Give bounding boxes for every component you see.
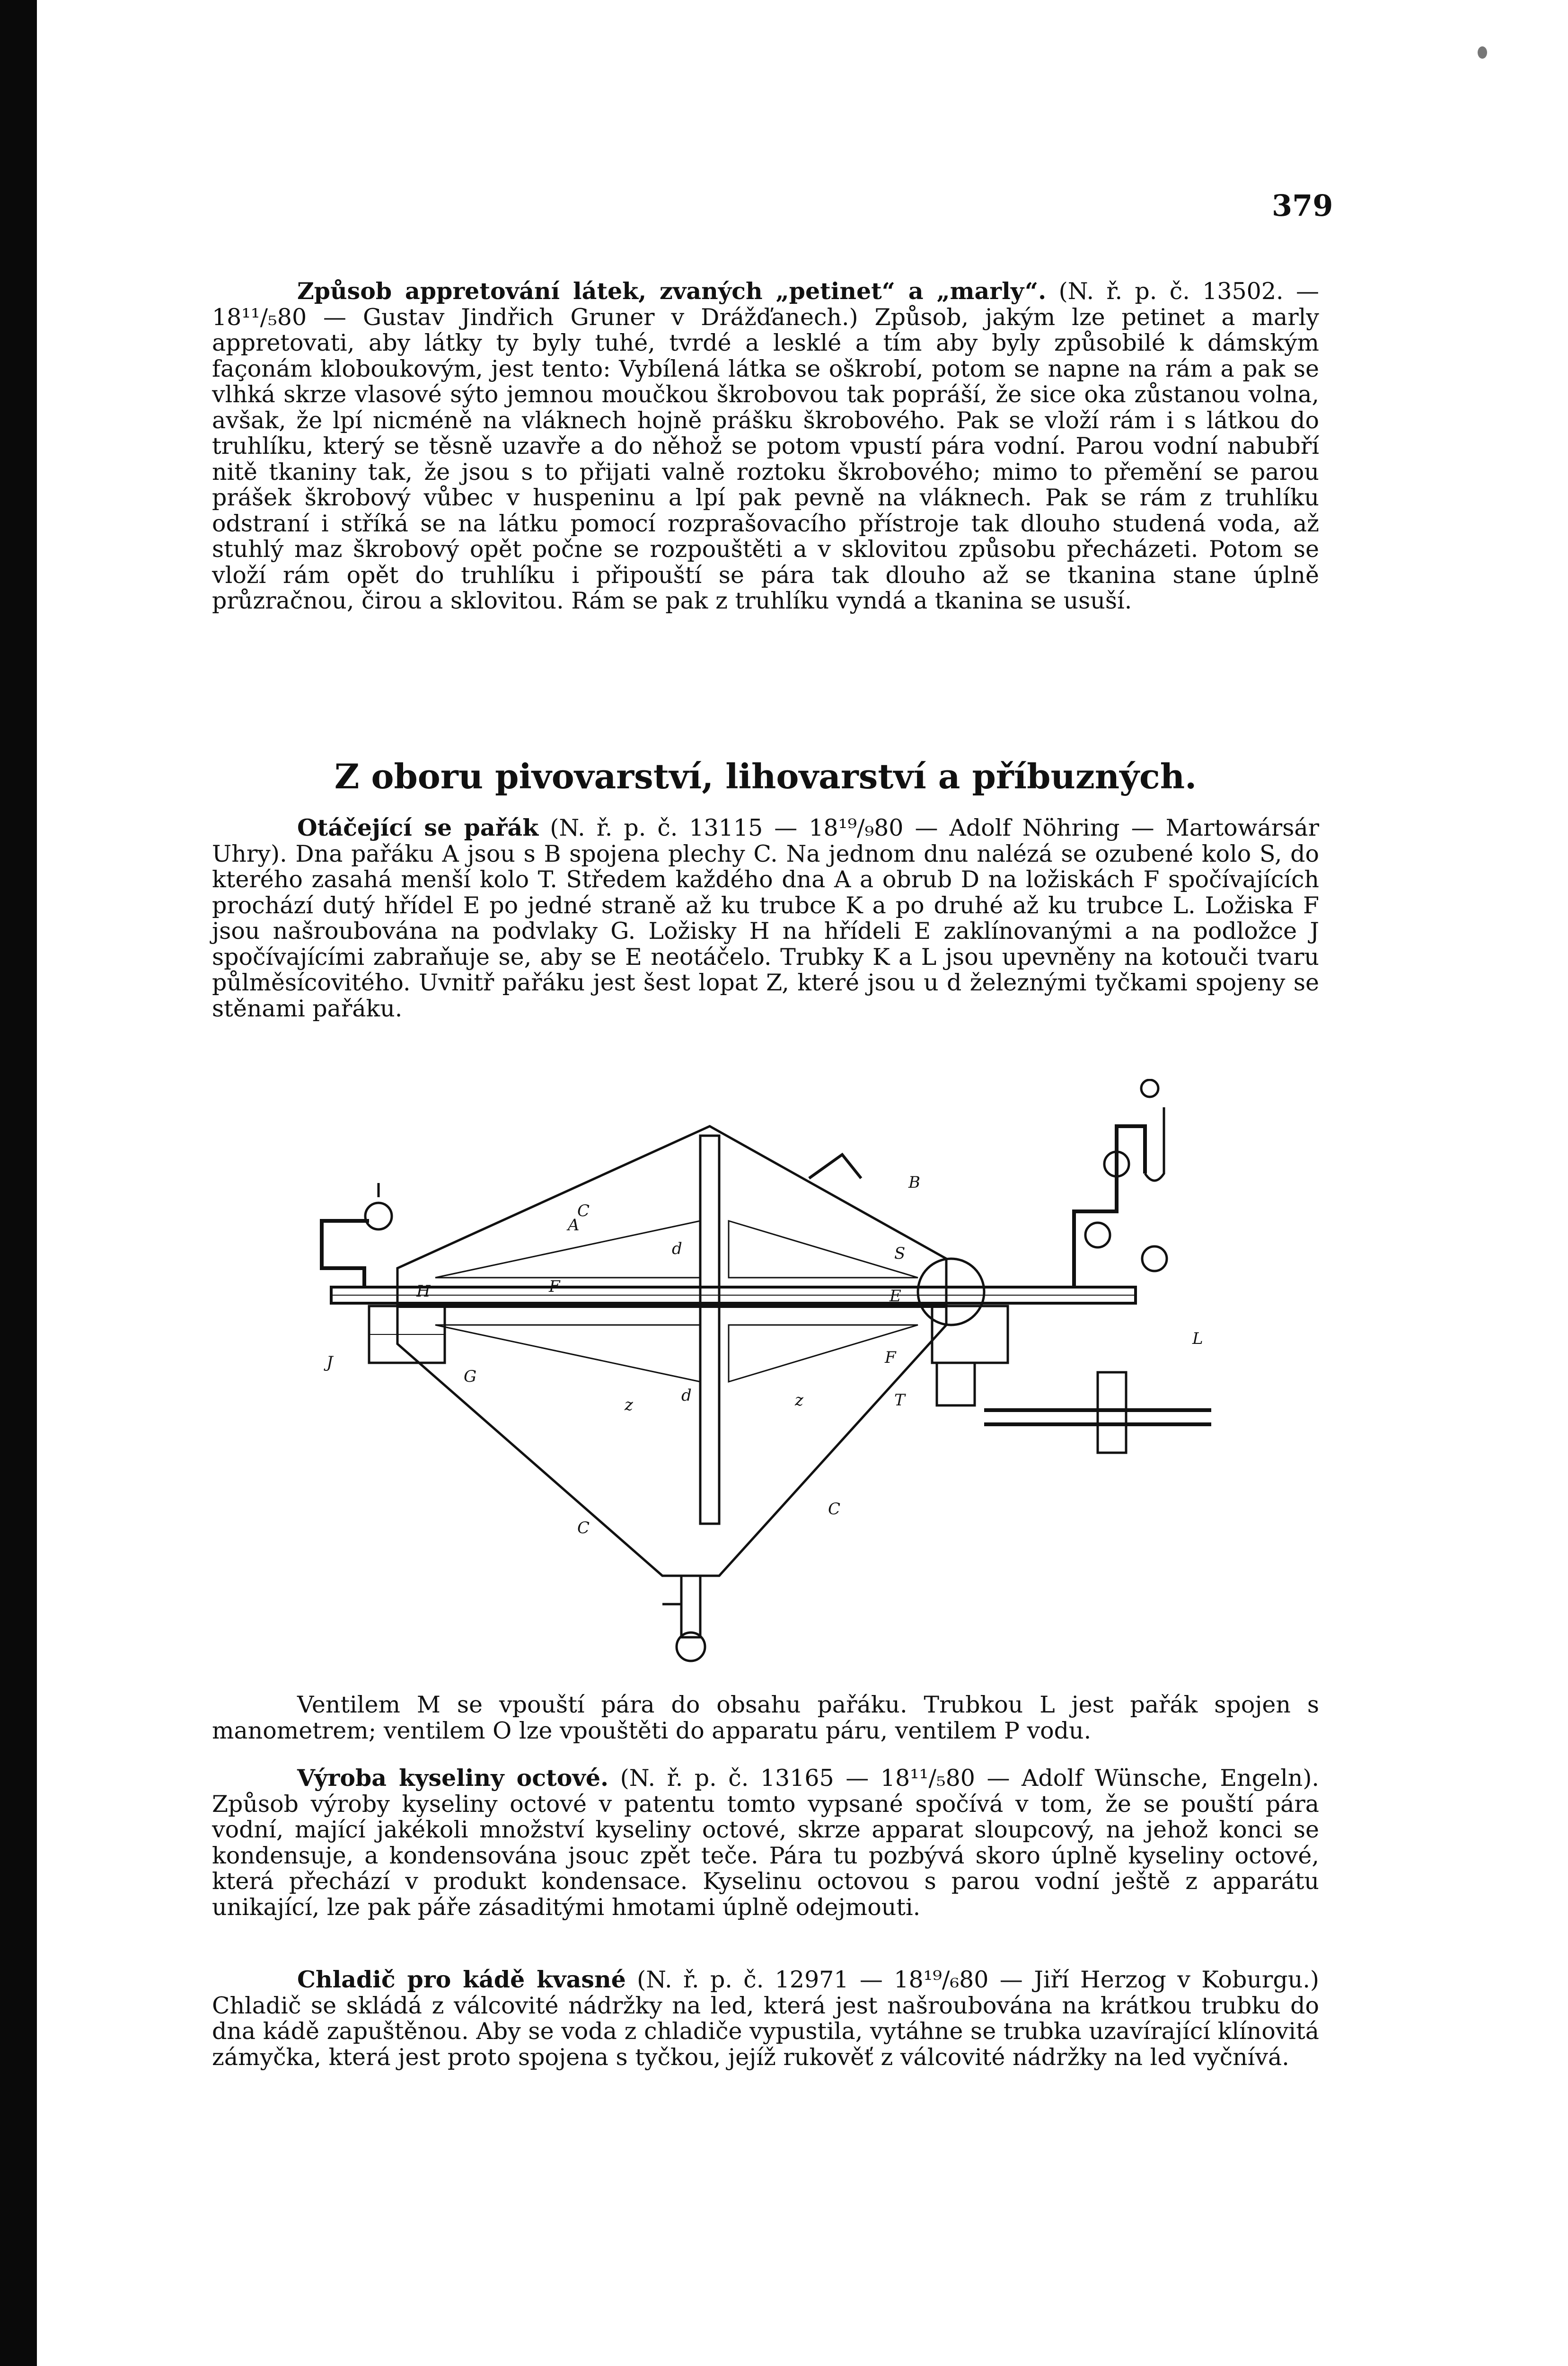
svg-text:S: S: [894, 1244, 906, 1263]
svg-text:C: C: [577, 1518, 590, 1537]
after-figure: [212, 1692, 1319, 1744]
svg-text:H: H: [416, 1282, 431, 1301]
article-chladic: [212, 1967, 1319, 2070]
paper-spot: [1478, 46, 1487, 59]
svg-text:C: C: [828, 1500, 841, 1518]
page-number: 379: [1272, 188, 1333, 223]
article-parak: [212, 815, 1319, 1022]
right-bearing: [932, 1306, 1008, 1363]
article-appretovani-title: Způsob appretování látek, zvaných „petinet“ a „marly“.: [297, 277, 1047, 305]
steamer-figure: [312, 1079, 1240, 1675]
pipe-l: [1074, 1126, 1145, 1287]
svg-text:A: A: [568, 1216, 580, 1235]
svg-text:T: T: [894, 1391, 905, 1410]
gear-s: [918, 1259, 984, 1325]
gear-t: [1098, 1372, 1126, 1453]
section-heading: Z oboru pivovarství, lihovarství a příbuzných.: [334, 756, 1197, 796]
svg-text:E: E: [890, 1287, 901, 1306]
svg-text:z: z: [625, 1395, 633, 1414]
article-appretovani-paragraph: [212, 278, 1319, 614]
article-appretovani: [212, 278, 1319, 614]
svg-text:L: L: [1192, 1329, 1203, 1348]
svg-text:F: F: [549, 1277, 560, 1296]
article-parak-title: Otáčející se pařák: [297, 814, 539, 841]
article-parak-body: (N. ř. p. č. 13115 — 18¹⁹/₉80 — Adolf Nöhring — Martowársár Uhry). Dna pařáku A jsou s B spojena plechy C. Na jednom dnu nalézá se ozubené kolo S, do kterého zasahá menší kolo T. Středem každého dna A a obrub D na ložiskách F spočívajících prochází dutý hřídel E po jedné straně až ku trubce K a po druhé až ku trubce L. Ložiska F jsou našroubována na podvlaky G. Ložisky H na hřídeli E zaklínovanými a na podložce J spočívajícími zabraňuje se, aby se E neotáčelo. Trubky K a L jsou upevněny na kotouči tvaru půlměsícovitého. Uvnitř pařáku jest šest lopat Z, které jsou u d železnými tyčkami spojeny se stěnami pařáku.: [212, 814, 1320, 1022]
svg-text:G: G: [464, 1367, 477, 1386]
article-kyselina-paragraph: [212, 1765, 1319, 1920]
svg-text:C: C: [577, 1201, 590, 1220]
article-chladic-paragraph: [212, 1967, 1319, 2070]
pipe-k: [322, 1221, 369, 1287]
central-column: [700, 1136, 719, 1524]
svg-text:B: B: [908, 1173, 920, 1192]
article-kyselina-title: Výroba kyseliny octové.: [297, 1764, 609, 1792]
article-chladic-body: (N. ř. p. č. 12971 — 18¹⁹/₆80 — Jiří Herzog v Koburgu.) Chladič se skládá z válcovité nádržky na led, která jest našroubována na krátkou trubku do dna kádě zapuštěnou. Aby se voda z chladiče vypustila, vytáhne se trubka uzavírající klínovitá zámyčka, která jest proto spojena s tyčkou, jejíž rukověť z válcovité nádržky na led vyčnívá.: [212, 1966, 1320, 2071]
svg-text:d: d: [681, 1386, 692, 1405]
svg-text:J: J: [326, 1353, 333, 1372]
article-kyselina-body: (N. ř. p. č. 13165 — 18¹¹/₅80 — Adolf Wünsche, Engeln). Způsob výroby kyseliny octové v patentu tomto vypsané spočívá v tom, že se pouští pára vodní, mající jakékoli množství kyseliny octové, skrze apparat sloupcový, na jehož konci se kondensuje, a kondensována jsouc zpět teče. Pára tu pozbývá skoro úplně kyseliny octové, která přechází v produkt kondensace. Kyselinu octovou s parou vodní ještě z apparátu unikající, lze pak páře zásaditými hmotami úplně odejmouti.: [212, 1765, 1320, 1921]
article-appretovani-body: (N. ř. p. č. 13502. — 18¹¹/₅80 — Gustav Jindřich Gruner v Drážďanech.) Způsob, jakým lze petinet a marly appretovati, aby látky ty byly tuhé, tvrdé a lesklé a tím aby byly způsobilé k dámským façonám kloboukovým, jest tento: Vybílená látka se oškrobí, potom se napne na rám a pak se vlhká skrze vlasové sýto jemnou moučkou škrobovou tak popráší, že sice oka zůstanou volna, avšak, že lpí nicméně na vláknech hojně prášku škrobového. Pak se vloží rám i s látkou do truhlíku, který se těsně uzavře a do něhož se potom vpustí pára vodní. Parou vodní nabubří nitě tkaniny tak, že jsou s to přijati valně roztoku škrobového; mimo to přemění se parou prášek škrobový vůbec v huspeninu a lpí pak pevně na vláknech. Pak se rám z truhlíku odstraní i stříká se na látku pomocí rozprašovacího přístroje tak dlouho studená voda, až stuhlý maz škrobový opět počne se rozpouštěti a v sklovitou způsobu přecházeti. Potom se vloží rám opět do truhlíku i připouští se pára tak dlouho až se tkanina stane úplně průzračnou, čirou a sklovitou. Rám se pak z truhlíku vyndá a tkanina se usuší.: [212, 278, 1319, 614]
binding-edge: [0, 0, 37, 2366]
vessel-outline: [397, 1126, 946, 1576]
svg-text:d: d: [672, 1239, 682, 1258]
svg-text:z: z: [795, 1391, 803, 1410]
article-chladic-title: Chladič pro kádě kvasné: [297, 1966, 626, 1993]
article-kyselina: [212, 1765, 1319, 1920]
after-figure-paragraph: Ventilem M se vpouští pára do obsahu pařáku. Trubkou L jest pařák spojen s manometrem; ventilem O lze vpouštěti do apparatu páru, ventilem P vodu.: [212, 1691, 1319, 1744]
bottom-valve: [681, 1576, 700, 1637]
svg-text:F: F: [885, 1348, 896, 1367]
article-parak-paragraph: [212, 815, 1319, 1022]
